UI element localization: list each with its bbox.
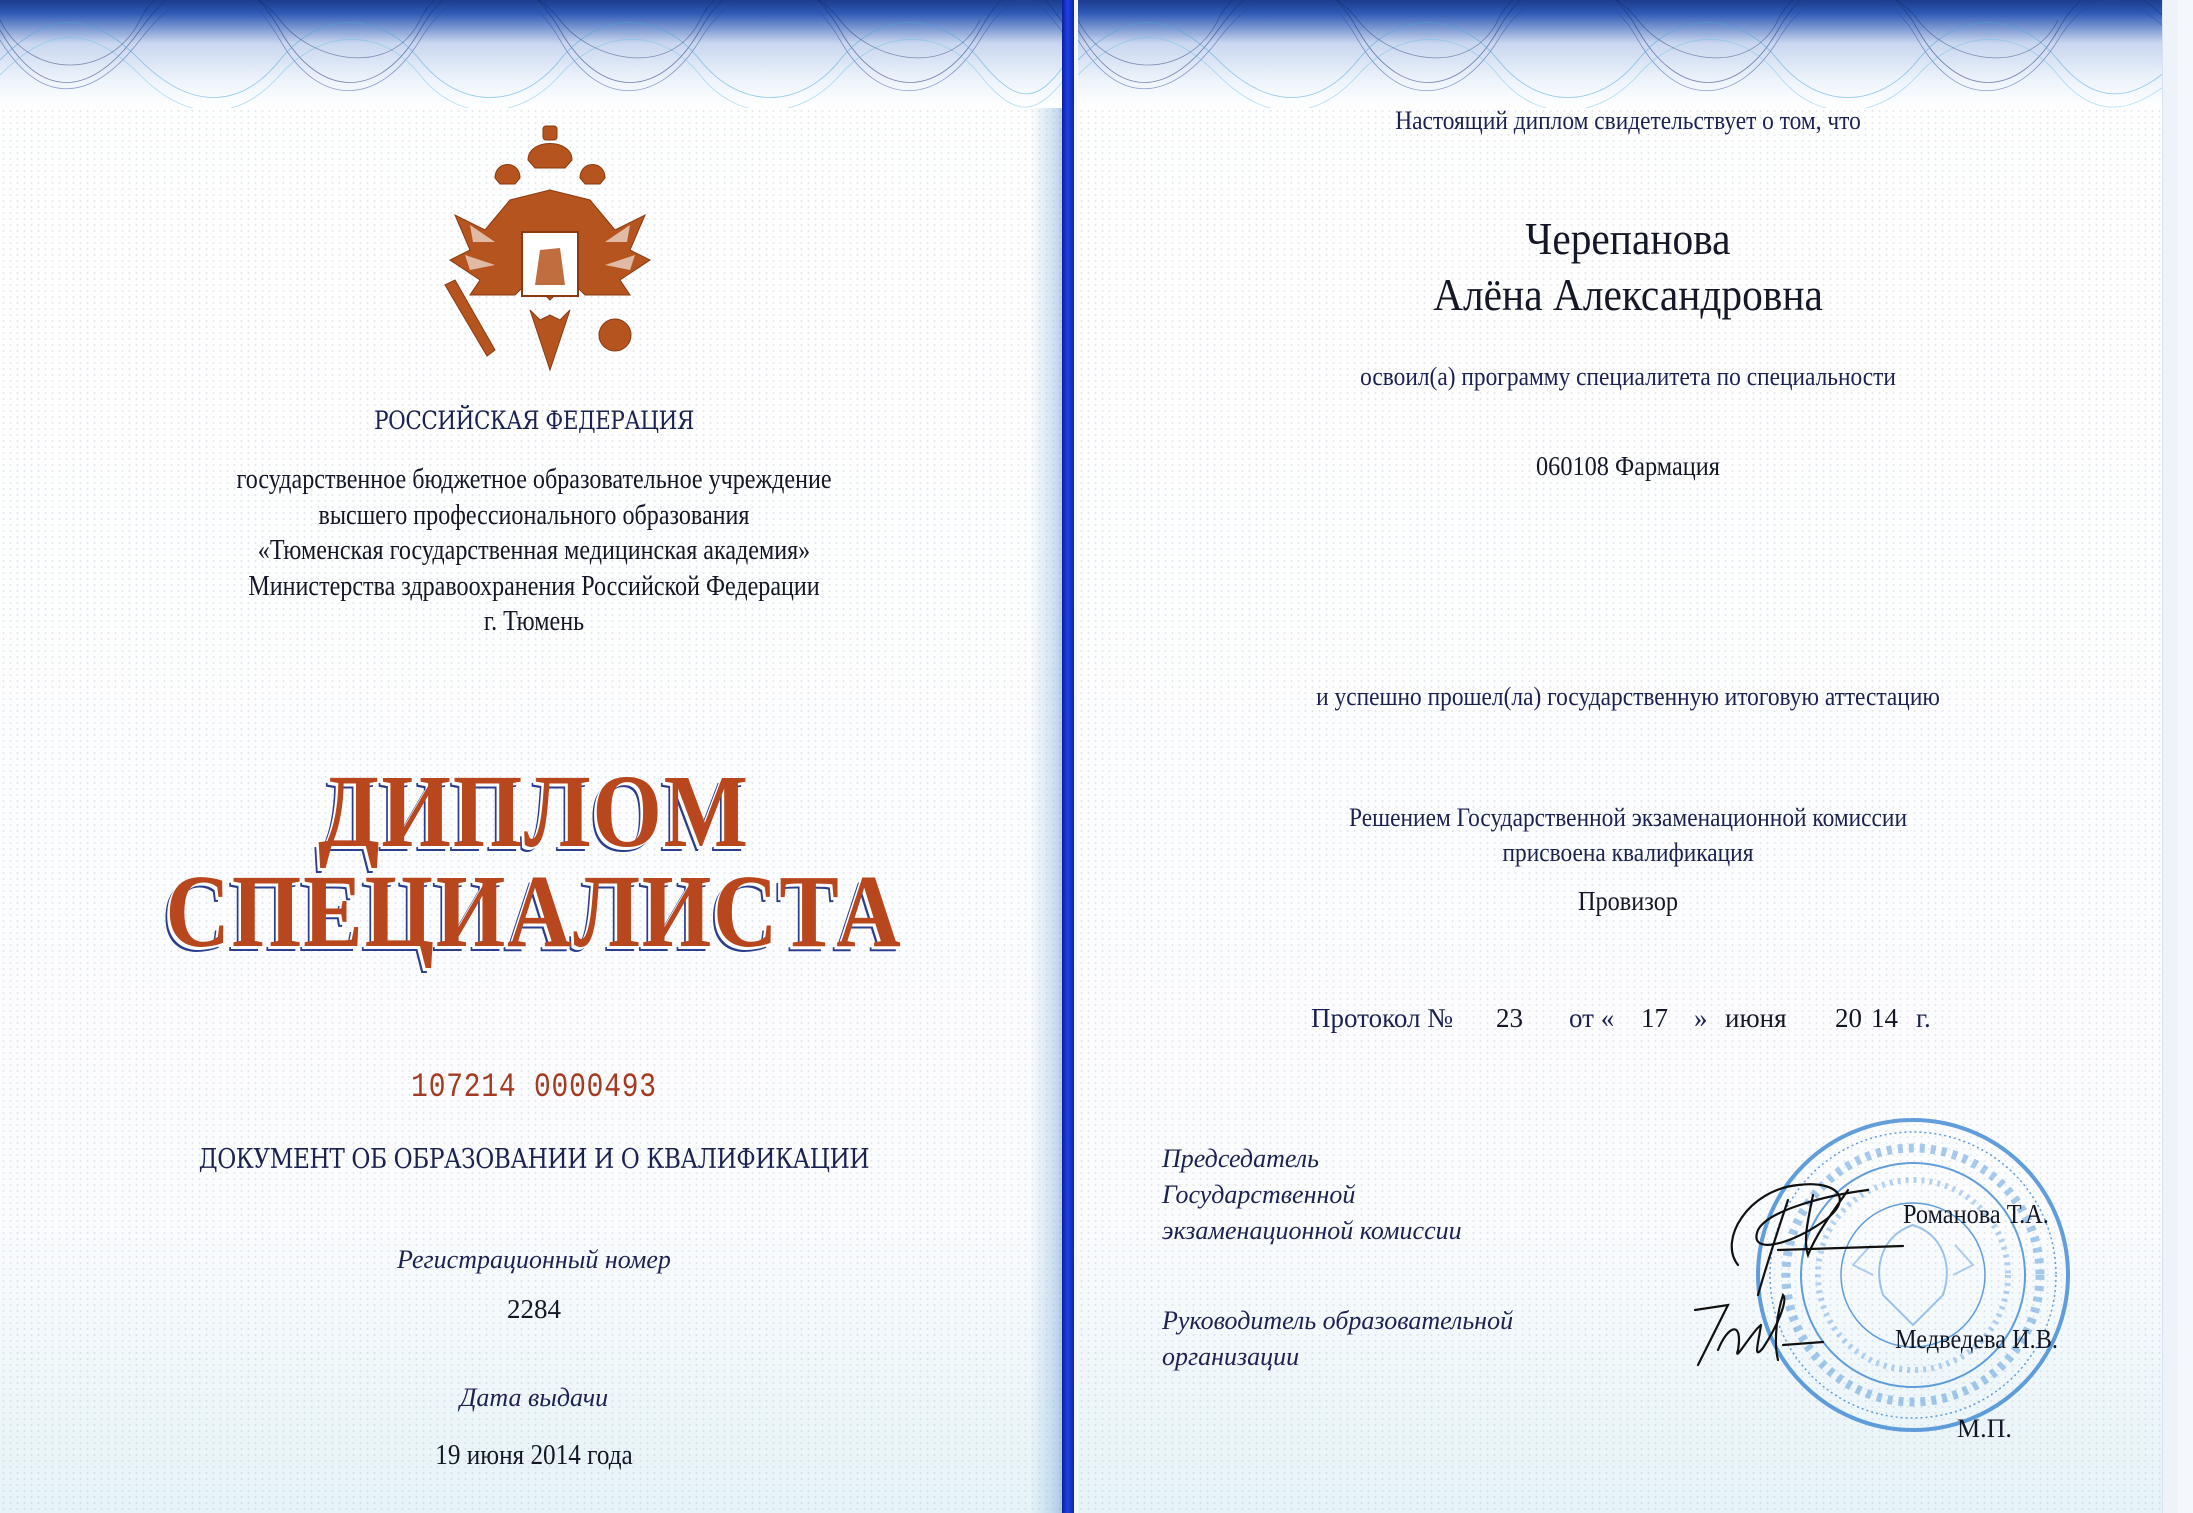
document-type-heading: ДОКУМЕНТ ОБ ОБРАЗОВАНИИ И О КВАЛИФИКАЦИИ xyxy=(198,1144,870,1175)
guilloche-border-top xyxy=(0,0,1068,108)
guilloche-border-top xyxy=(1078,0,2178,108)
chairman-role-label xyxy=(1162,1141,1462,1249)
diploma-left-page xyxy=(0,0,1068,1513)
commission-decision-line-1: Решением Государственной экзаменационной комиссии xyxy=(1349,803,1907,832)
protocol-number: 23 xyxy=(1496,1003,1523,1033)
qualification-value: Провизор xyxy=(1577,886,1679,916)
institution-line: Министерства здравоохранения Российской Федерации xyxy=(248,570,820,602)
issue-date-label: Дата выдачи xyxy=(459,1383,609,1412)
institution-line: государственное бюджетное образовательное учреждение xyxy=(236,464,832,495)
issue-date-value: 19 июня 2014 года xyxy=(435,1440,633,1471)
role-line: организации xyxy=(1162,1342,1300,1371)
role-line: экзаменационной комиссии xyxy=(1162,1216,1462,1245)
program-mastered-text: освоил(а) программу специалитета по специальности xyxy=(1360,362,1896,391)
binding-ribbon xyxy=(1062,0,1074,1513)
intro-statement: Настоящий диплом свидетельствует о том, что xyxy=(1395,106,1861,135)
role-line: Руководитель образовательной xyxy=(1162,1306,1514,1335)
diploma-title-line-1: ДИПЛОМ xyxy=(318,754,750,869)
serial-number: 107214 0000493 xyxy=(411,1069,657,1107)
protocol-close-quote: » xyxy=(1694,1003,1708,1033)
protocol-year-mark: г. xyxy=(1916,1003,1931,1033)
chairman-signature-icon xyxy=(1718,1170,1908,1300)
institution-city: г. Тюмень xyxy=(483,606,585,637)
role-line: Государственной xyxy=(1162,1180,1356,1209)
protocol-from: от « xyxy=(1569,1003,1615,1033)
page-edge xyxy=(2162,0,2178,1513)
protocol-year-suffix: 14 xyxy=(1871,1003,1898,1033)
protocol-month: июня xyxy=(1725,1003,1787,1033)
director-role-label xyxy=(1162,1303,1513,1375)
protocol-label: Протокол № xyxy=(1311,1003,1453,1033)
director-name: Медведева И.В. xyxy=(1895,1324,2058,1354)
role-line: Председатель xyxy=(1162,1144,1319,1173)
protocol-century: 20 xyxy=(1835,1003,1862,1033)
protocol-day: 17 xyxy=(1641,1003,1668,1033)
graduate-given-names: Алёна Александровна xyxy=(1433,269,1823,320)
director-signature-icon xyxy=(1683,1290,1883,1370)
country-heading: РОССИЙСКАЯ ФЕДЕРАЦИЯ xyxy=(374,406,694,435)
institution-block xyxy=(75,462,993,640)
graduate-surname: Черепанова xyxy=(1525,213,1731,264)
diploma-right-page xyxy=(1078,0,2178,1513)
chairman-name: Романова Т.А. xyxy=(1903,1199,2049,1229)
institution-line: «Тюменская государственная медицинская академия» xyxy=(257,535,811,566)
commission-decision-line-2: присвоена квалификация xyxy=(1502,838,1754,867)
attestation-passed-text: и успешно прошел(ла) государственную итоговую аттестацию xyxy=(1316,682,1940,711)
specialty-value: 060108 Фармация xyxy=(1536,451,1720,481)
coat-of-arms-emblem-icon xyxy=(425,120,675,380)
diploma-title-line-2: СПЕЦИАЛИСТА xyxy=(165,854,903,969)
registration-number-value: 2284 xyxy=(507,1294,561,1324)
registration-number-label: Регистрационный номер xyxy=(397,1245,671,1274)
seal-place-mark: М.П. xyxy=(1957,1414,2012,1443)
institution-line: высшего профессионального образования xyxy=(318,499,750,531)
